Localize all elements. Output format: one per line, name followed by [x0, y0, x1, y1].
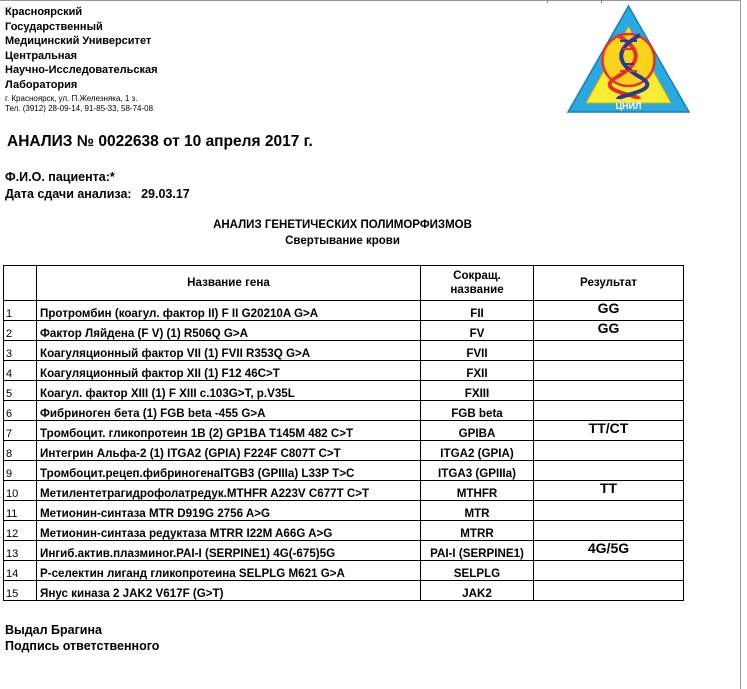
gene-name-cell: Метилентетрагидрофолатредук.MTHFR A223V C677T C>T	[37, 481, 421, 501]
row-number: 11	[4, 501, 37, 521]
gene-abbr-cell: PAI-I (SERPINE1)	[421, 541, 534, 561]
table-row	[4, 341, 684, 361]
table-row	[4, 361, 684, 381]
result-cell: GG	[534, 301, 684, 321]
result-cell: 4G/5G	[534, 541, 684, 561]
result-cell	[534, 581, 684, 601]
table-row	[4, 421, 684, 441]
gene-name-cell: Ингиб.актив.плазминог.PAI-I (SERPINE1) 4G(-675)5G	[37, 541, 421, 561]
gene-name-cell: Фибриноген бета (1) FGB beta -455 G>A	[37, 401, 421, 421]
row-number: 2	[4, 321, 37, 341]
lab-name-line: Красноярский	[5, 6, 83, 18]
result-cell: TT/CT	[534, 421, 684, 441]
row-number: 8	[4, 441, 37, 461]
table-row	[4, 561, 684, 581]
gene-name-cell: Янус киназа 2 JAK2 V617F (G>T)	[37, 581, 421, 601]
gene-abbr-cell: MTHFR	[421, 481, 534, 501]
gene-name-cell: Тромбоцит.рецеп.фибриногенаITGB3 (GPIIIa) L33P T>C	[37, 461, 421, 481]
table-row	[4, 481, 684, 501]
lab-name-line: Лаборатория	[5, 78, 78, 91]
gene-abbr-cell: ITGA3 (GPIIIa)	[421, 461, 534, 481]
page-right-border	[740, 0, 741, 689]
gene-name-cell: Р-селектин лиганд гликопротеина SELPLG M621 G>A	[37, 561, 421, 581]
table-header-row	[4, 266, 684, 301]
section-heading: АНАЛИЗ ГЕНЕТИЧЕСКИХ ПОЛИМОРФИЗМОВ	[213, 219, 472, 231]
table-row	[4, 521, 684, 541]
gene-abbr-cell: FXII	[421, 361, 534, 381]
row-number: 6	[4, 401, 37, 421]
result-cell	[534, 461, 684, 481]
row-number: 12	[4, 521, 37, 541]
lab-name-line: Научно-Исследовательская	[5, 64, 158, 77]
result-cell	[534, 381, 684, 401]
section-subheading: Свертывание крови	[285, 235, 400, 247]
analysis-title: АНАЛИЗ № 0022638 от 10 апреля 2017 г.	[7, 133, 313, 150]
gene-abbr-cell: MTR	[421, 501, 534, 521]
table-body	[4, 301, 684, 601]
table-row	[4, 441, 684, 461]
row-number: 13	[4, 541, 37, 561]
gene-name-cell: Коагуляционный фактор XII (1) F12 46C>T	[37, 361, 421, 381]
patient-field	[5, 170, 115, 184]
row-number: 14	[4, 561, 37, 581]
result-cell	[534, 521, 684, 541]
result-cell	[534, 341, 684, 361]
row-number: 9	[4, 461, 37, 481]
signature-label: Подпись ответственного	[5, 639, 160, 653]
patient-label: Ф.И.О. пациента:*	[5, 170, 115, 184]
table-row	[4, 401, 684, 421]
lab-name-line: Медицинский Университет	[5, 35, 152, 48]
lab-phone: Тел. (3912) 28-09-14, 91-85-33, 58-74-08	[5, 104, 154, 114]
header-result: Результат	[534, 266, 684, 301]
top-tick-mark	[547, 0, 548, 3]
result-cell	[534, 441, 684, 461]
lab-name-line: Государственный	[5, 20, 103, 33]
header-gene-name: Название гена	[37, 266, 421, 301]
table-row	[4, 301, 684, 321]
result-cell: GG	[534, 321, 684, 341]
table-row	[4, 321, 684, 341]
date-value: 29.03.17	[141, 187, 190, 201]
row-number: 4	[4, 361, 37, 381]
table-row	[4, 541, 684, 561]
gene-abbr-cell: FII	[421, 301, 534, 321]
gene-name-cell: Метионин-синтаза MTR D919G 2756 A>G	[37, 501, 421, 521]
gene-name-cell: Коагуляционный фактор VII (1) FVII R353Q G>A	[37, 341, 421, 361]
gene-abbr-cell: FVII	[421, 341, 534, 361]
dna-triangle-logo-icon	[567, 5, 690, 114]
result-cell	[534, 361, 684, 381]
issued-by: Выдал Брагина	[5, 623, 102, 637]
gene-name-cell: Интегрин Альфа-2 (1) ITGA2 (GPIA) F224F C807T C>T	[37, 441, 421, 461]
gene-name-cell: Метионин-синтаза редуктаза MTRR I22M A66G A>G	[37, 521, 421, 541]
result-cell	[534, 401, 684, 421]
row-number: 7	[4, 421, 37, 441]
gene-name-cell: Тромбоцит. гликопротеин 1B (2) GP1BA T145M 482 C>T	[37, 421, 421, 441]
table-row	[4, 381, 684, 401]
gene-name-cell: Коагул. фактор XIII (1) F XIII c.103G>T, p.V35L	[37, 381, 421, 401]
result-cell	[534, 561, 684, 581]
gene-abbr-cell: GPIBA	[421, 421, 534, 441]
gene-abbr-cell: JAK2	[421, 581, 534, 601]
date-label: Дата сдачи анализа:	[5, 187, 132, 201]
result-cell	[534, 501, 684, 521]
header-abbr-line1: Сокращ.	[453, 269, 501, 282]
header-num	[4, 266, 37, 301]
header-abbr	[421, 266, 534, 301]
row-number: 15	[4, 581, 37, 601]
date-field	[5, 187, 190, 201]
genetic-results-table	[3, 265, 684, 601]
result-cell: TT	[534, 481, 684, 501]
row-number: 1	[4, 301, 37, 321]
lab-address: г. Красноярск, ул. П.Железняка, 1 з.	[5, 93, 138, 103]
top-tick-mark	[601, 0, 602, 3]
gene-abbr-cell: FV	[421, 321, 534, 341]
row-number: 10	[4, 481, 37, 501]
table-row	[4, 581, 684, 601]
gene-abbr-cell: ITGA2 (GPIA)	[421, 441, 534, 461]
table-row	[4, 461, 684, 481]
row-number: 5	[4, 381, 37, 401]
header-abbr-line2: название	[450, 283, 504, 296]
table-row	[4, 501, 684, 521]
gene-abbr-cell: MTRR	[421, 521, 534, 541]
gene-name-cell: Фактор Ляйдена (F V) (1) R506Q G>A	[37, 321, 421, 341]
lab-info-block	[5, 5, 158, 115]
gene-abbr-cell: SELPLG	[421, 561, 534, 581]
gene-name-cell: Протромбин (коагул. фактор II) F II G20210A G>A	[37, 301, 421, 321]
row-number: 3	[4, 341, 37, 361]
gene-abbr-cell: FGB beta	[421, 401, 534, 421]
logo-text: ЦНИЛ	[615, 101, 642, 111]
gene-abbr-cell: FXIII	[421, 381, 534, 401]
page-top-border	[0, 0, 741, 1]
lab-name-line: Центральная	[5, 49, 78, 62]
